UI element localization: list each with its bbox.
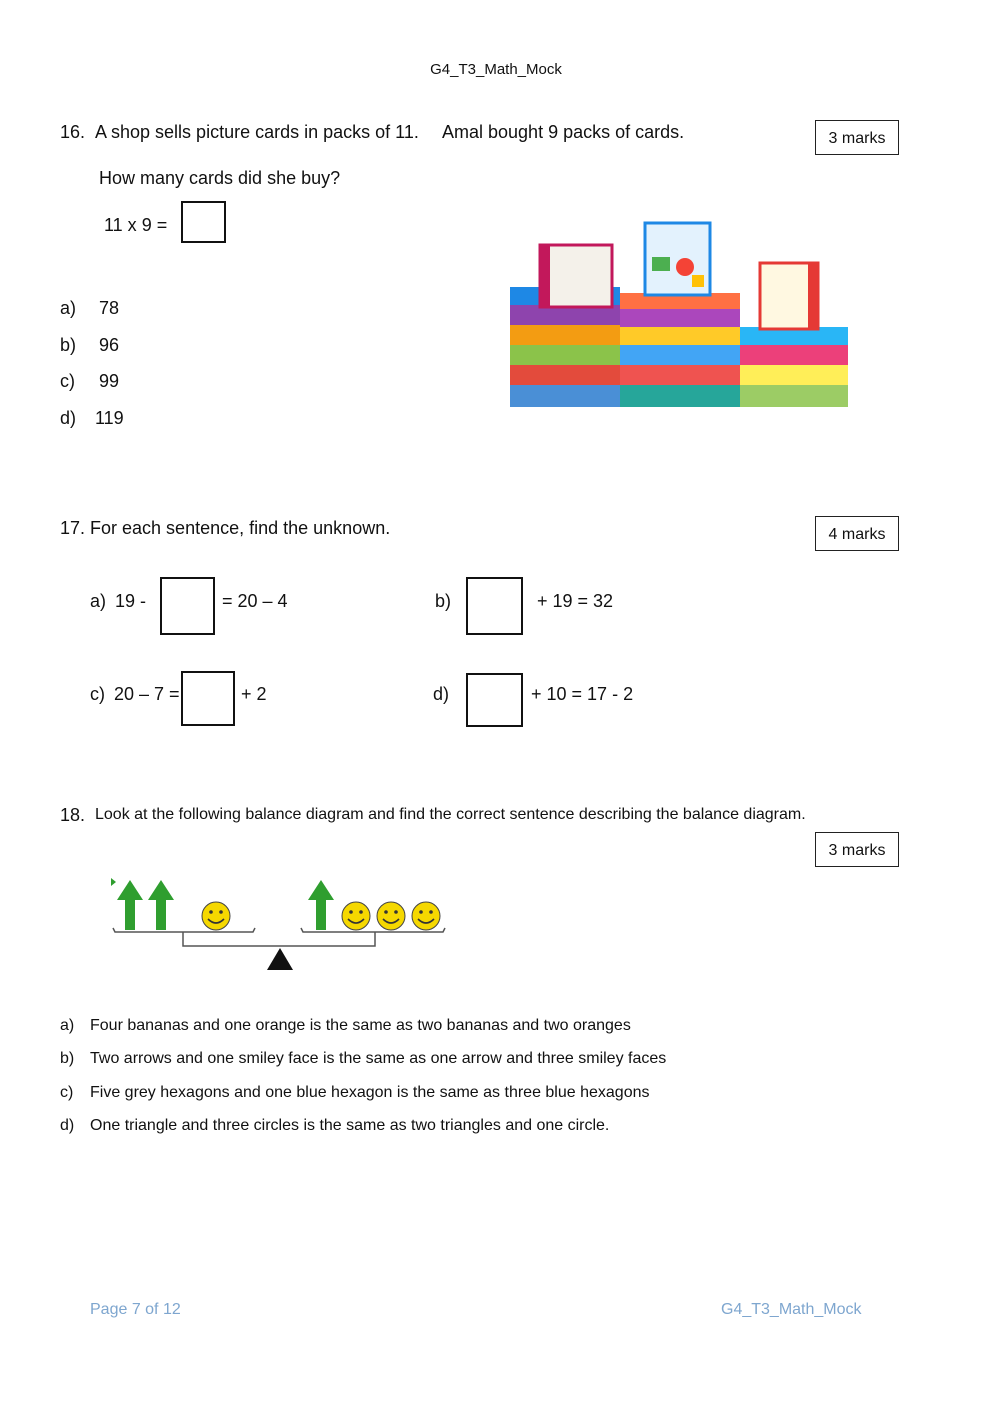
q17a-answer-box[interactable] <box>160 577 215 635</box>
smiley-icon <box>202 902 230 930</box>
q17b-answer-box[interactable] <box>466 577 523 635</box>
q17d-letter: d) <box>433 684 450 704</box>
q17a-left: 19 - <box>115 591 147 611</box>
q16-option-a-letter: a) <box>60 298 77 318</box>
q16-option-c-letter: c) <box>60 371 75 391</box>
q18-option-b-text[interactable]: Two arrows and one smiley face is the same as one arrow and three smiley faces <box>90 1050 667 1067</box>
q17b-right: + 19 = 32 <box>537 591 614 611</box>
q16-number: 16. <box>60 122 86 142</box>
q16-option-d-letter: d) <box>60 408 77 428</box>
q16-marks: 3 marks <box>815 120 899 155</box>
q17-text: 17. For each sentence, find the unknown. <box>60 518 391 538</box>
q16-answer-box[interactable] <box>181 201 226 243</box>
footer-title: G4_T3_Math_Mock <box>721 1301 862 1318</box>
q17d-right: + 10 = 17 - 2 <box>531 684 634 704</box>
q16-text-b: Amal bought 9 packs of cards. <box>442 122 685 142</box>
arrow-icon <box>308 880 334 930</box>
q16-option-d-text[interactable]: 119 <box>95 408 124 428</box>
q16-equation: 11 x 9 = <box>104 215 168 235</box>
smiley-icon <box>412 902 440 930</box>
q16-text-a: A shop sells picture cards in packs of 11. <box>95 122 419 142</box>
smiley-icon <box>377 902 405 930</box>
page-header: G4_T3_Math_Mock <box>430 61 562 78</box>
q17b-letter: b) <box>435 591 452 611</box>
q16-option-b-text[interactable]: 96 <box>99 335 120 355</box>
q18-option-a-letter: a) <box>60 1017 75 1034</box>
arrow-icon <box>148 880 174 930</box>
q18-option-d-text[interactable]: One triangle and three circles is the same as two triangles and one circle. <box>90 1117 610 1134</box>
q18-option-a-text[interactable]: Four bananas and one orange is the same as two bananas and two oranges <box>90 1017 631 1034</box>
q18-option-c-letter: c) <box>60 1084 74 1101</box>
q17c-right: + 2 <box>241 684 267 704</box>
q16-question: How many cards did she buy? <box>99 168 341 188</box>
footer-page-number: Page 7 of 12 <box>90 1301 181 1318</box>
q18-text: Look at the following balance diagram and find the correct sentence describing the balance diagram. <box>95 806 806 823</box>
q16-option-a-text[interactable]: 78 <box>99 298 120 318</box>
q17c-left: 20 – 7 = <box>114 684 180 704</box>
q16-option-b-letter: b) <box>60 335 77 355</box>
q18-number: 18. <box>60 805 86 825</box>
arrow-icon <box>117 880 143 930</box>
q17d-answer-box[interactable] <box>466 673 523 727</box>
picture-cards-image <box>500 215 860 425</box>
q17c-letter: c) <box>90 684 105 704</box>
q17c-answer-box[interactable] <box>181 671 235 726</box>
q17a-right: = 20 – 4 <box>222 591 288 611</box>
q18-option-d-letter: d) <box>60 1117 75 1134</box>
q18-option-b-letter: b) <box>60 1050 75 1067</box>
q17a-letter: a) <box>90 591 107 611</box>
smiley-icon <box>342 902 370 930</box>
q16-option-c-text[interactable]: 99 <box>99 371 120 391</box>
q17-marks: 4 marks <box>815 516 899 551</box>
q18-option-c-text[interactable]: Five grey hexagons and one blue hexagon is the same as three blue hexagons <box>90 1084 650 1101</box>
balance-diagram <box>105 872 455 974</box>
q18-marks: 3 marks <box>815 832 899 867</box>
